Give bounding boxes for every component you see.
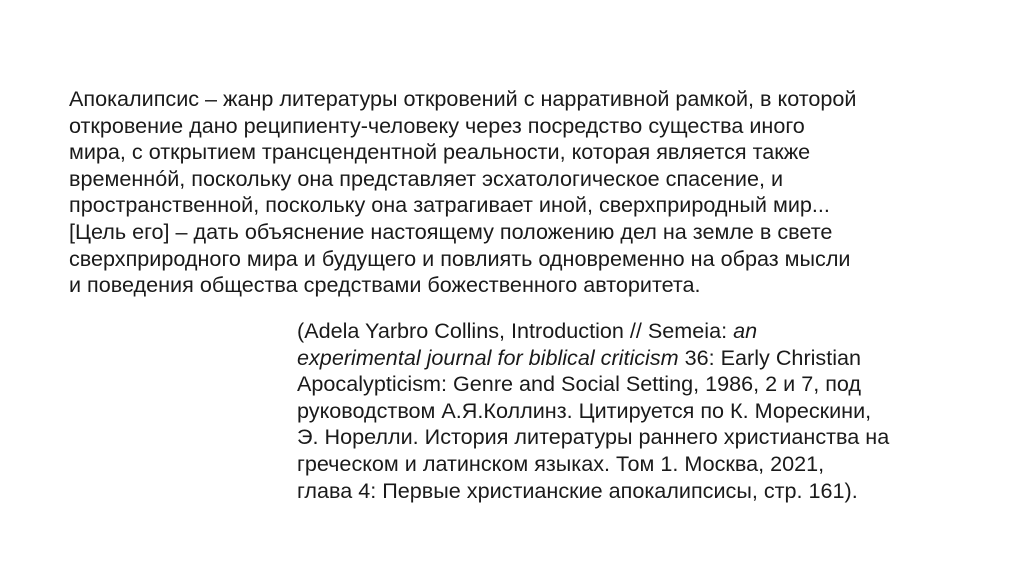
quote-line: откровение дано реципиенту-человеку через посредство существа иного (69, 112, 805, 138)
quote-line: пространственной, поскольку она затрагивает иной, сверхприродный мир... (69, 192, 830, 218)
citation-line: руководством А.Я.Коллинз. Цитируется по К. Морескини, (297, 397, 872, 423)
citation-italic-text: experimental journal for biblical criticism (297, 344, 679, 370)
quote-line: [Цель его] – дать объяснение настоящему положению дел на земле в свете (69, 218, 833, 244)
quote-line: временнóй, поскольку она представляет эсхатологическое спасение, и (69, 165, 784, 191)
quote-line: сверхприродного мира и будущего и повлиять одновременно на образ мысли (69, 245, 851, 271)
citation-line: Э. Норелли. История литературы раннего христианства на (297, 424, 890, 450)
quote-line: Апокалипсис – жанр литературы откровений с нарративной рамкой, в которой (69, 86, 857, 111)
citation (297, 318, 957, 504)
citation-italic-text: an (733, 318, 758, 343)
citation-line (297, 318, 957, 345)
citation-text: (Adela Yarbro Collins, Introduction // Semeia: (297, 318, 734, 343)
citation-line: Apocalypticism: Genre and Social Setting, 1986, 2 и 7, под (297, 371, 862, 397)
citation-text: 36: Early Christian (678, 344, 862, 370)
quote-line: мира, с открытием трансцендентной реальности, которая является также (69, 139, 811, 165)
citation-line: греческом и латинском языках. Том 1. Москва, 2021, (297, 450, 825, 476)
quote-line: и поведения общества средствами божественного авторитета. (69, 272, 701, 298)
quote-text (69, 86, 959, 299)
citation-line (297, 345, 957, 372)
citation-line: глава 4: Первые христианские апокалипсисы, стр. 161). (297, 477, 858, 503)
